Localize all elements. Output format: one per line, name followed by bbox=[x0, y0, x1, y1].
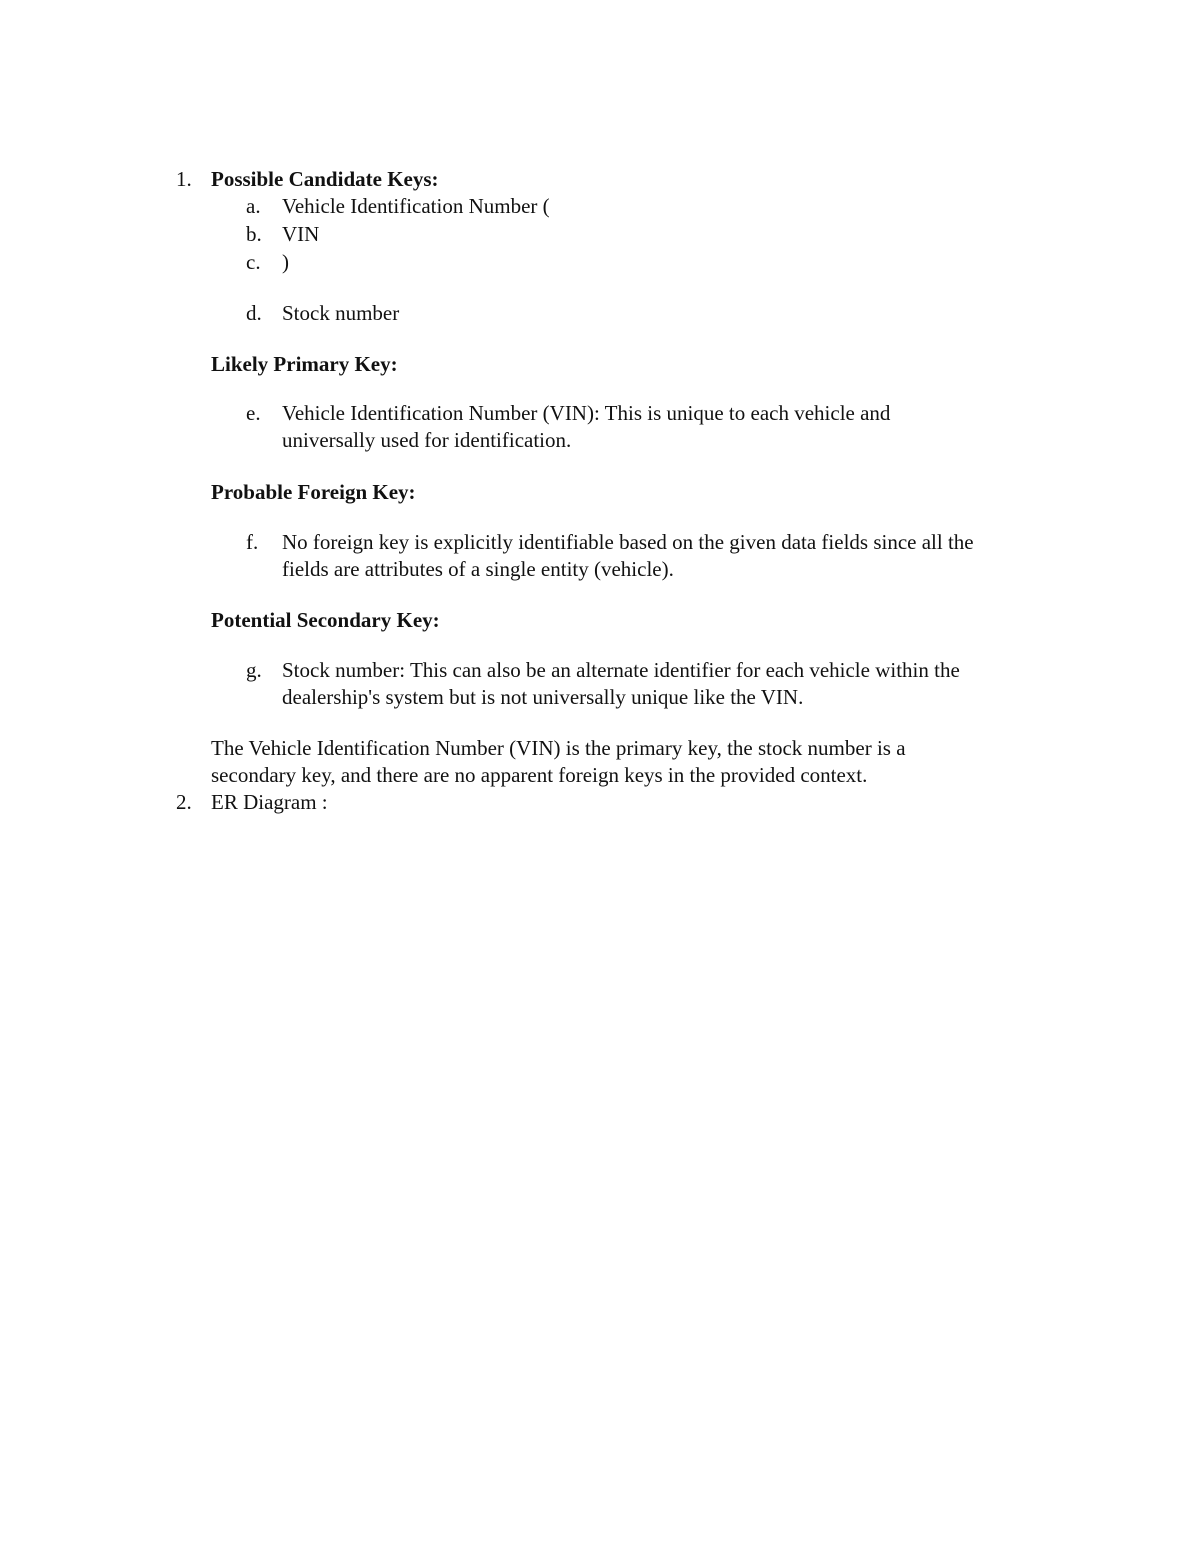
primary-key-heading: Likely Primary Key: bbox=[211, 352, 398, 376]
secondary-key-line-2: dealership's system but is not universally unique like the VIN. bbox=[282, 685, 804, 709]
primary-key-line-1: Vehicle Identification Number (VIN): This is unique to each vehicle and bbox=[282, 401, 891, 425]
candidate-keys-heading: Possible Candidate Keys: bbox=[211, 167, 439, 191]
list-marker-c: c. bbox=[246, 250, 261, 274]
list-item-a: Vehicle Identification Number ( bbox=[282, 194, 550, 218]
list-number-1: 1. bbox=[176, 167, 192, 191]
secondary-key-heading: Potential Secondary Key: bbox=[211, 608, 440, 632]
list-marker-e: e. bbox=[246, 401, 261, 425]
foreign-key-line-2: fields are attributes of a single entity (vehicle). bbox=[282, 557, 674, 581]
list-item-b: VIN bbox=[282, 222, 320, 246]
list-marker-a: a. bbox=[246, 194, 261, 218]
list-number-2: 2. bbox=[176, 790, 192, 814]
secondary-key-line-1: Stock number: This can also be an alternate identifier for each vehicle within the bbox=[282, 658, 960, 682]
list-marker-d: d. bbox=[246, 301, 262, 325]
list-item-c: ) bbox=[282, 250, 289, 274]
foreign-key-line-1: No foreign key is explicitly identifiable based on the given data fields since all the bbox=[282, 530, 974, 554]
list-marker-f: f. bbox=[246, 530, 259, 554]
list-item-d: Stock number bbox=[282, 301, 400, 325]
primary-key-line-2: universally used for identification. bbox=[282, 428, 572, 452]
foreign-key-heading: Probable Foreign Key: bbox=[211, 480, 416, 504]
er-diagram-label: ER Diagram : bbox=[211, 790, 328, 814]
list-marker-g: g. bbox=[246, 658, 262, 682]
summary-line-1: The Vehicle Identification Number (VIN) is the primary key, the stock number is a bbox=[211, 736, 906, 760]
summary-line-2: secondary key, and there are no apparent foreign keys in the provided context. bbox=[211, 763, 868, 787]
list-marker-b: b. bbox=[246, 222, 262, 246]
